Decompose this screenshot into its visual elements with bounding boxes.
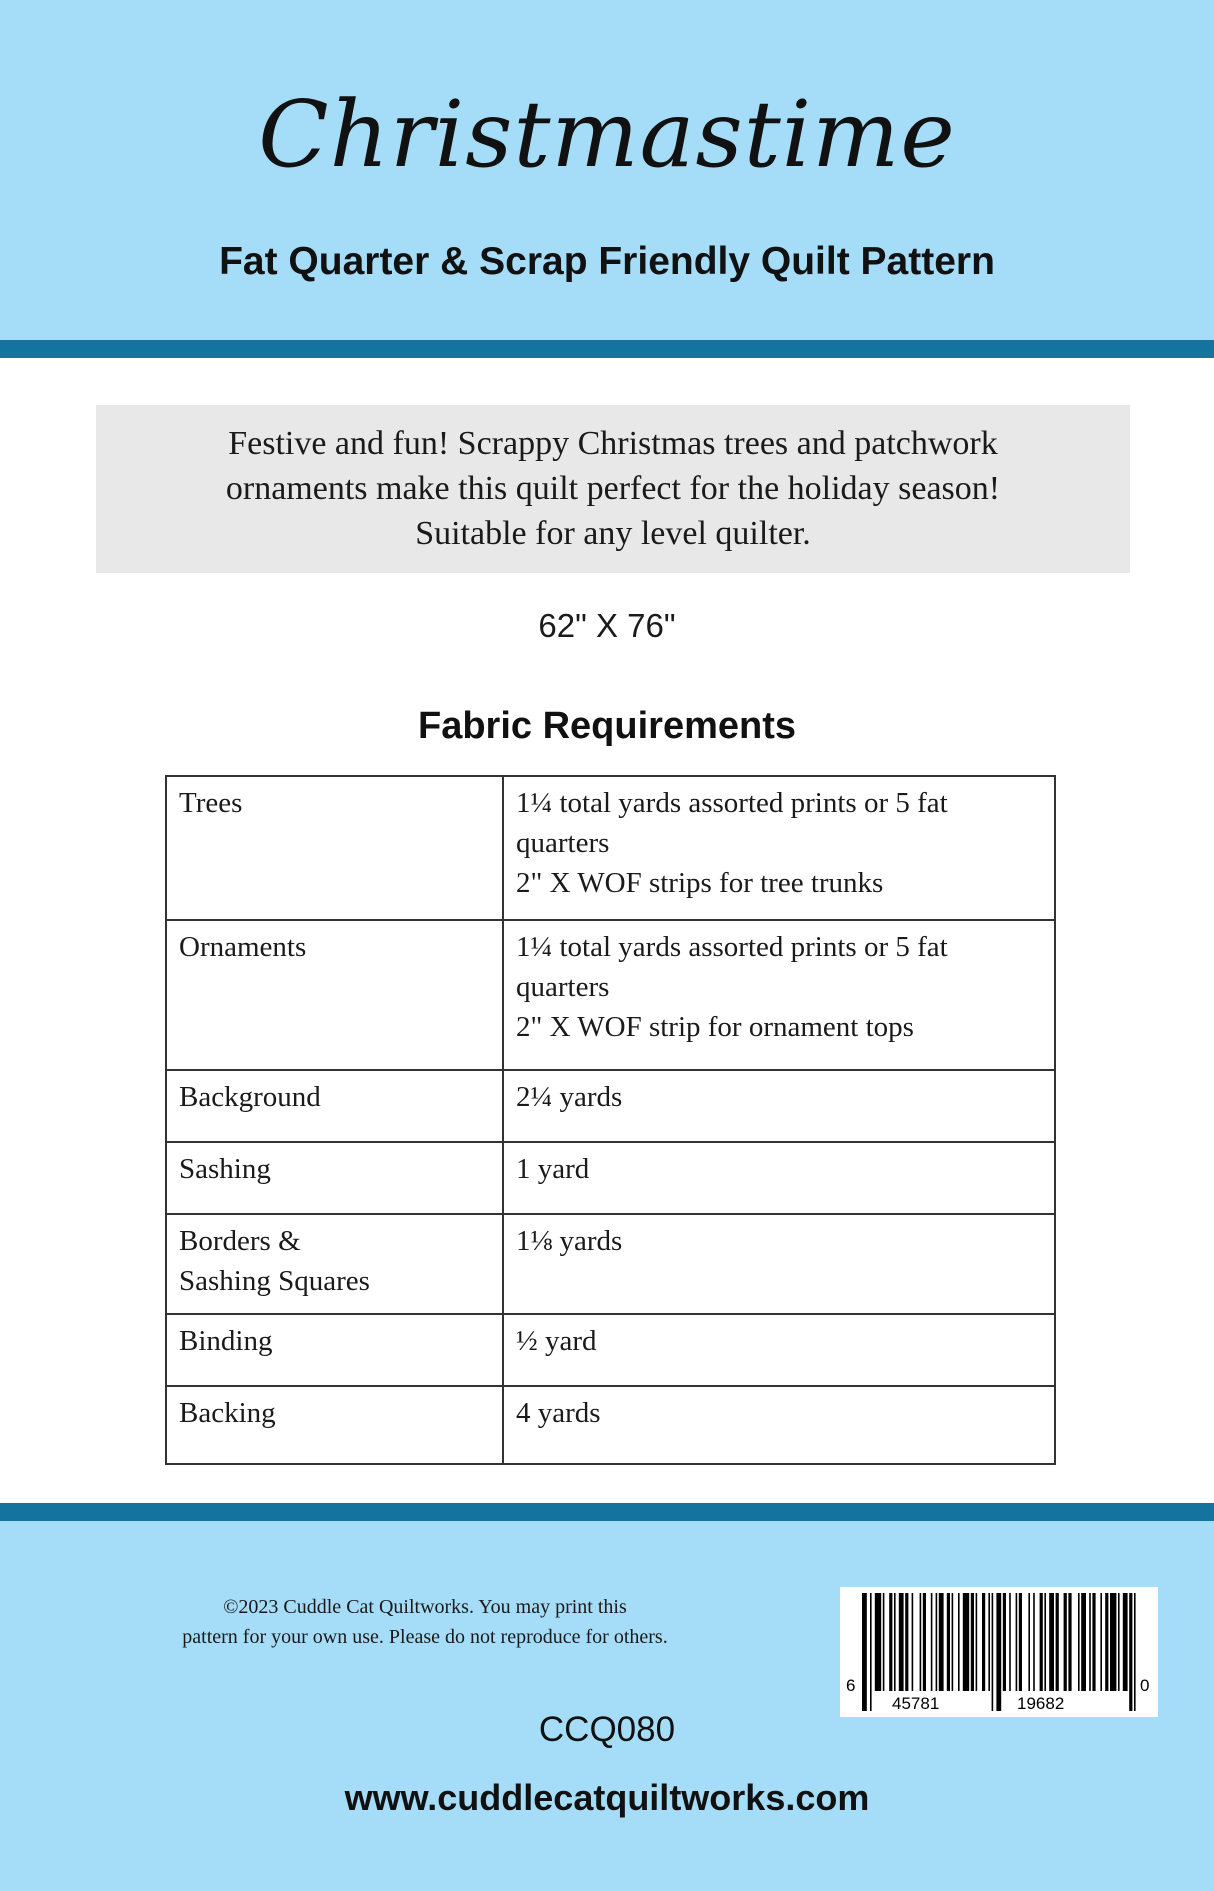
- barcode-bar: [1129, 1593, 1132, 1711]
- barcode-bar: [1100, 1593, 1102, 1691]
- fabric-item: Sashing Squares: [179, 1265, 370, 1297]
- table-row: [166, 776, 1055, 920]
- barcode-bar: [862, 1593, 867, 1711]
- fabric-item: Ornaments: [179, 931, 307, 963]
- footer-stripe: [0, 1503, 1214, 1521]
- fabric-item-cell: [166, 1214, 503, 1314]
- barcode-digit-right: 0: [1140, 1676, 1150, 1695]
- fabric-item: Backing: [179, 1397, 276, 1429]
- fabric-amount-cell: [503, 1314, 1055, 1386]
- barcode-bar: [1056, 1593, 1059, 1691]
- fabric-item-cell: [166, 920, 503, 1070]
- barcode-bar: [1068, 1593, 1071, 1691]
- barcode-bar: [899, 1593, 904, 1691]
- fabric-amount-line: 2¼ yards: [516, 1081, 623, 1113]
- fabric-amount-line: quarters: [516, 827, 610, 859]
- barcode-bar: [976, 1593, 978, 1691]
- barcode-digits-group1: 45781: [892, 1694, 940, 1713]
- barcode: [840, 1587, 1158, 1717]
- barcode-bar: [905, 1593, 908, 1691]
- table-row: [166, 1386, 1055, 1464]
- barcode-bar: [1016, 1593, 1018, 1691]
- barcode-bar: [1110, 1593, 1116, 1691]
- barcode-bar: [1033, 1593, 1035, 1691]
- fabric-amount-line: 1⅛ yards: [516, 1225, 623, 1257]
- pattern-title: Christmastime: [258, 81, 956, 188]
- barcode-bar: [963, 1593, 969, 1691]
- barcode-bar: [1028, 1593, 1030, 1691]
- table-row: [166, 1314, 1055, 1386]
- table-row: [166, 1142, 1055, 1214]
- fabric-item-cell: [166, 1386, 503, 1464]
- barcode-bar: [1092, 1593, 1095, 1691]
- barcode-bar: [947, 1593, 950, 1691]
- fabric-item-cell: [166, 1070, 503, 1142]
- fabric-amount-line: 1¼ total yards assorted prints or 5 fat: [516, 931, 948, 963]
- barcode-bar: [923, 1593, 926, 1691]
- table-row: [166, 1214, 1055, 1314]
- fabric-requirements-heading: Fabric Requirements: [418, 705, 796, 747]
- barcode-bar: [1003, 1593, 1006, 1691]
- fabric-amount-cell: [503, 920, 1055, 1070]
- description-box: [96, 405, 1130, 573]
- barcode-bar: [883, 1593, 885, 1691]
- fabric-requirements-table: [165, 775, 1056, 1465]
- fabric-amount-line: 2" X WOF strip for ornament tops: [516, 1011, 914, 1043]
- fabric-amount-cell: [503, 1142, 1055, 1214]
- fabric-item: Background: [179, 1081, 321, 1113]
- fabric-item: Binding: [179, 1325, 273, 1357]
- fabric-amount-cell: [503, 1070, 1055, 1142]
- barcode-bar: [1089, 1593, 1091, 1691]
- copyright-line: ©2023 Cuddle Cat Quiltworks. You may print this: [223, 1596, 627, 1618]
- fabric-amount-line: 2" X WOF strips for tree trunks: [516, 867, 884, 899]
- barcode-bar: [996, 1593, 1001, 1711]
- fabric-item: Sashing: [179, 1153, 271, 1185]
- barcode-bar: [1123, 1593, 1128, 1691]
- pattern-subtitle: Fat Quarter & Scrap Friendly Quilt Pattern: [219, 240, 995, 283]
- barcode-bar: [894, 1593, 896, 1691]
- fabric-amount-line: quarters: [516, 971, 610, 1003]
- barcode-bar: [870, 1593, 872, 1711]
- barcode-bar: [971, 1593, 974, 1691]
- barcode-bar: [931, 1593, 933, 1691]
- barcode-bar: [1064, 1593, 1067, 1691]
- fabric-amount-line: 1¼ total yards assorted prints or 5 fat: [516, 787, 948, 819]
- fabric-item-cell: [166, 1142, 503, 1214]
- fabric-amount-cell: [503, 776, 1055, 920]
- barcode-bar: [1105, 1593, 1108, 1691]
- quilt-size: 62" X 76": [538, 607, 676, 644]
- barcode-digits-group2: 19682: [1017, 1694, 1065, 1713]
- barcode-bar: [1009, 1593, 1011, 1691]
- fabric-item: Borders &: [179, 1225, 301, 1257]
- description-line: Festive and fun! Scrappy Christmas trees and patchwork: [228, 425, 998, 462]
- barcode-bar: [1118, 1593, 1120, 1691]
- barcode-bar: [889, 1593, 892, 1691]
- website-link[interactable]: www.cuddlecatquiltworks.com: [344, 1777, 870, 1818]
- barcode-bar: [982, 1593, 985, 1691]
- barcode-bar: [875, 1593, 881, 1691]
- barcode-bars: [840, 1587, 1158, 1717]
- barcode-bar: [1044, 1593, 1046, 1691]
- barcode-bar: [939, 1593, 944, 1691]
- fabric-item-cell: [166, 1314, 503, 1386]
- pattern-code: CCQ080: [538, 1710, 676, 1749]
- barcode-digit-left: 6: [846, 1676, 856, 1695]
- copyright-line: pattern for your own use. Please do not reproduce for others.: [182, 1626, 668, 1648]
- barcode-bar: [1019, 1593, 1022, 1691]
- barcode-bar: [988, 1593, 990, 1691]
- barcode-bar: [920, 1593, 922, 1691]
- barcode-bar: [1134, 1593, 1136, 1711]
- barcode-bar: [952, 1593, 954, 1691]
- barcode-bar: [1040, 1593, 1043, 1691]
- barcode-bar: [958, 1593, 960, 1691]
- description-line: Suitable for any level quilter.: [415, 515, 811, 552]
- fabric-amount-line: 4 yards: [516, 1397, 601, 1429]
- fabric-item-cell: [166, 776, 503, 920]
- fabric-amount-line: ½ yard: [516, 1325, 597, 1357]
- barcode-bar: [912, 1593, 914, 1691]
- table-row: [166, 1070, 1055, 1142]
- barcode-bar: [1049, 1593, 1054, 1691]
- barcode-bar: [936, 1593, 938, 1691]
- header-stripe: [0, 340, 1214, 358]
- fabric-amount-cell: [503, 1214, 1055, 1314]
- description-text: [96, 421, 1130, 556]
- fabric-item: Trees: [179, 787, 243, 819]
- fabric-amount-line: 1 yard: [516, 1153, 590, 1185]
- fabric-amount-cell: [503, 1386, 1055, 1464]
- barcode-bar: [992, 1593, 994, 1711]
- barcode-bar: [1078, 1593, 1080, 1691]
- description-line: ornaments make this quilt perfect for the holiday season!: [225, 470, 1001, 507]
- table-row: [166, 920, 1055, 1070]
- barcode-bar: [1081, 1593, 1086, 1691]
- copyright-notice: [110, 1592, 740, 1652]
